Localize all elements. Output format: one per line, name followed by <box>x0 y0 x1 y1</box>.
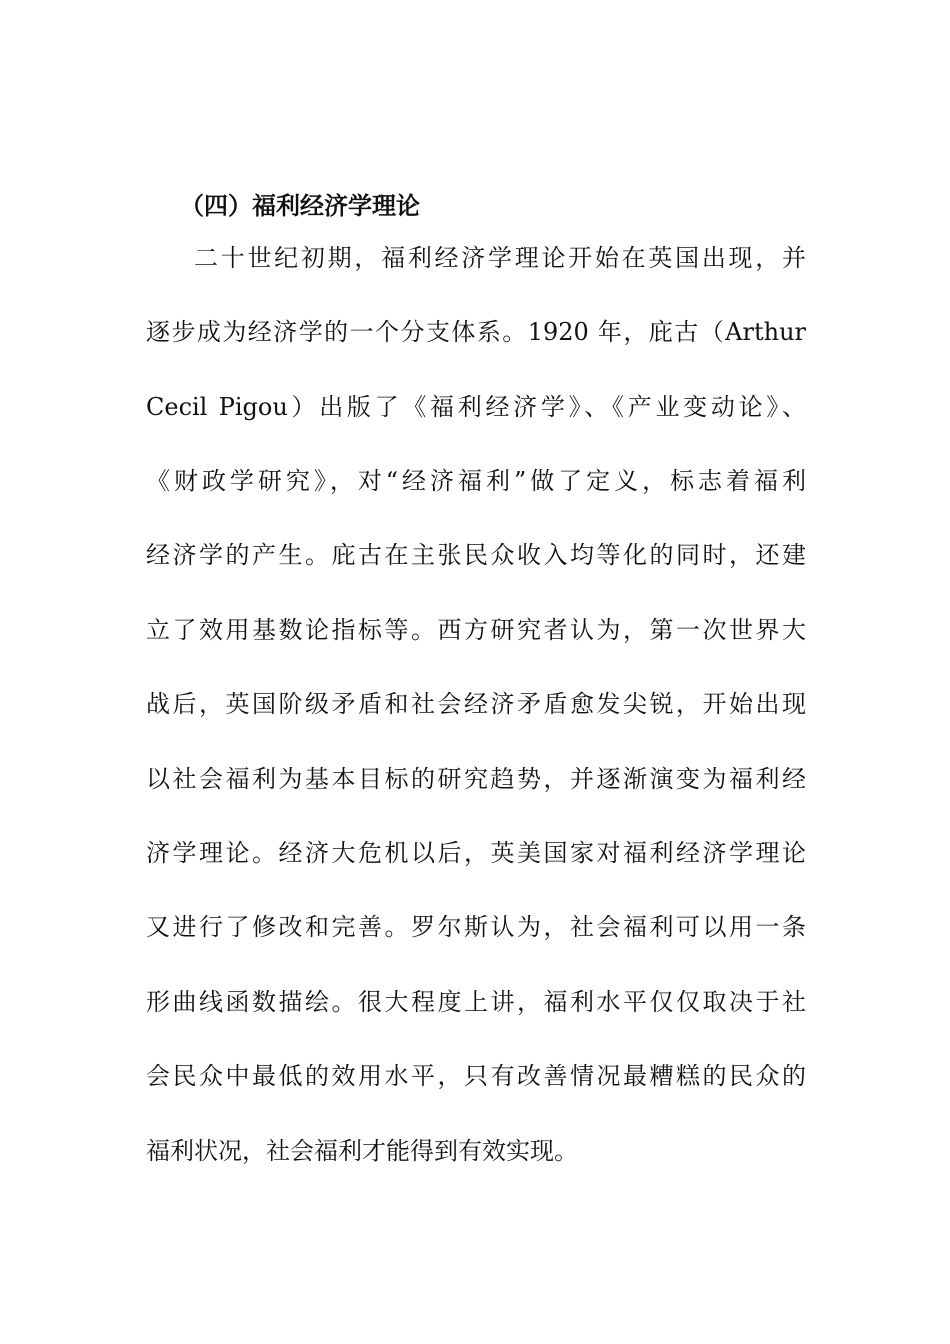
paragraph-line: 以社会福利为基本目标的研究趋势，并逐渐演变为福利经 <box>146 765 806 793</box>
paragraph-line: 立了效用基数论指标等。西方研究者认为，第一次世界大 <box>146 616 806 644</box>
paragraph-line: 战后，英国阶级矛盾和社会经济矛盾愈发尖锐，开始出现 <box>146 690 806 718</box>
section-heading: （四）福利经济学理论 <box>180 192 420 220</box>
paragraph-line: 会民众中最低的效用水平，只有改善情况最糟糕的民众的 <box>146 1062 806 1090</box>
paragraph-line: 逐步成为经济学的一个分支体系。1920 年，庇古（Arthur <box>146 318 806 346</box>
paragraph-line-last: 福利状况，社会福利才能得到有效实现。 <box>146 1137 578 1165</box>
paragraph-line: 经济学的产生。庇古在主张民众收入均等化的同时，还建 <box>146 541 806 569</box>
paragraph-line: 形曲线函数描绘。很大程度上讲，福利水平仅仅取决于社 <box>146 988 806 1016</box>
paragraph-line: Cecil Pigou）出版了《福利经济学》、《产业变动论》、 <box>146 393 806 421</box>
paragraph-line: 《财政学研究》，对“经济福利”做了定义，标志着福利 <box>146 467 806 495</box>
paragraph-line: 二十世纪初期，福利经济学理论开始在英国出现，并 <box>194 244 806 272</box>
paragraph-line: 又进行了修改和完善。罗尔斯认为，社会福利可以用一条 <box>146 913 806 941</box>
paragraph-line: 济学理论。经济大危机以后，英美国家对福利经济学理论 <box>146 839 806 867</box>
